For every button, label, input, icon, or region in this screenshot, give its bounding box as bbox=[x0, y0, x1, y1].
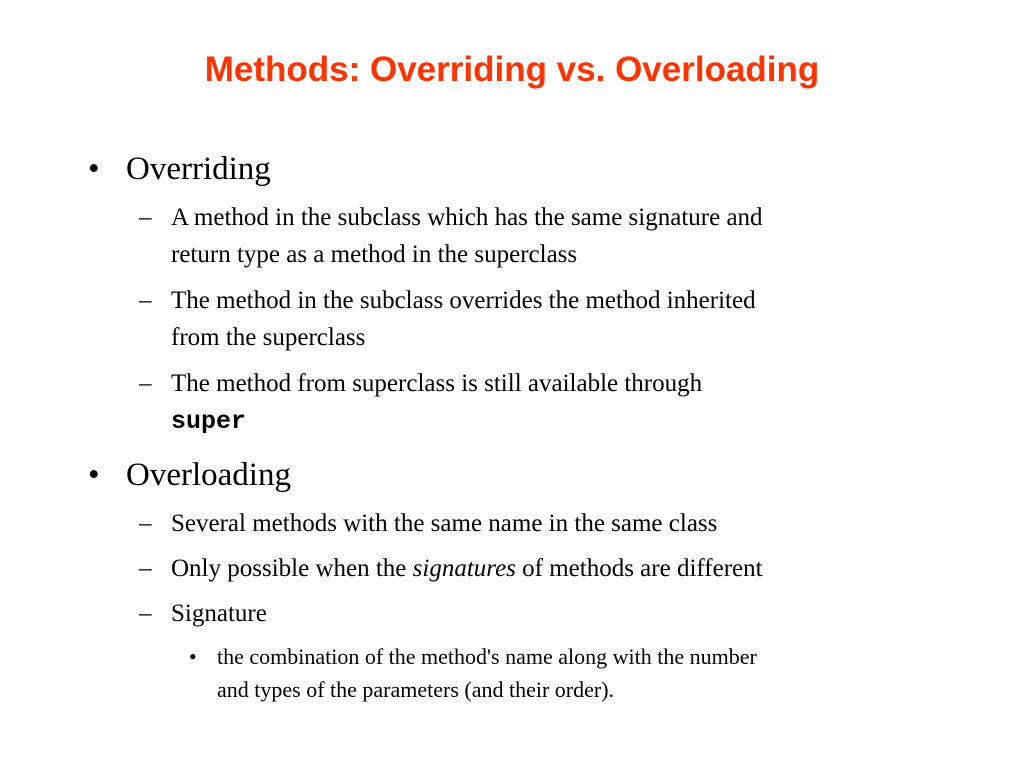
signatures-emphasis: signatures bbox=[412, 555, 516, 582]
overriding-point-2-line-2: from the superclass bbox=[171, 324, 366, 351]
dash-marker: – bbox=[139, 555, 152, 582]
dash-marker: – bbox=[139, 370, 152, 397]
dash-marker: – bbox=[139, 510, 152, 537]
bullet-overloading bbox=[88, 456, 291, 494]
overloading-point-2 bbox=[139, 550, 763, 587]
signature-definition bbox=[189, 640, 757, 706]
overriding-point-2-line-1: The method in the subclass overrides the method inherited bbox=[171, 287, 756, 314]
overloading-point-2-text bbox=[171, 550, 763, 587]
signature-definition-line-2: and types of the parameters (and their order). bbox=[217, 677, 615, 702]
super-keyword: super bbox=[171, 407, 247, 436]
overriding-point-3-line-1: The method from superclass is still available through bbox=[171, 370, 703, 397]
overriding-point-1-line-2: return type as a method in the superclass bbox=[171, 241, 578, 268]
overriding-heading: Overriding bbox=[126, 151, 271, 187]
dash-marker: – bbox=[139, 204, 152, 231]
overriding-point-2 bbox=[139, 282, 756, 356]
dash-marker: – bbox=[139, 287, 152, 314]
overriding-point-1 bbox=[139, 199, 763, 273]
overriding-point-3 bbox=[139, 365, 703, 440]
bullet-marker: • bbox=[88, 151, 100, 187]
overloading-point-1 bbox=[139, 505, 718, 542]
overloading-point-1-text: Several methods with the same name in the same class bbox=[171, 510, 718, 537]
signature-definition-line-1: the combination of the method's name along with the number bbox=[217, 644, 757, 669]
overloading-point-3 bbox=[139, 595, 267, 632]
slide-title: Methods: Overriding vs. Overloading bbox=[204, 50, 820, 89]
bullet-marker: • bbox=[88, 457, 100, 493]
overloading-point-2-before: Only possible when the bbox=[171, 555, 413, 582]
bullet-overriding bbox=[88, 150, 271, 188]
overriding-point-1-line-1: A method in the subclass which has the same signature and bbox=[171, 204, 763, 231]
sub-bullet-marker: • bbox=[189, 644, 197, 669]
overloading-point-2-after: of methods are different bbox=[515, 555, 763, 582]
overloading-heading: Overloading bbox=[126, 457, 291, 493]
overloading-point-3-text: Signature bbox=[171, 600, 267, 627]
dash-marker: – bbox=[139, 600, 152, 627]
